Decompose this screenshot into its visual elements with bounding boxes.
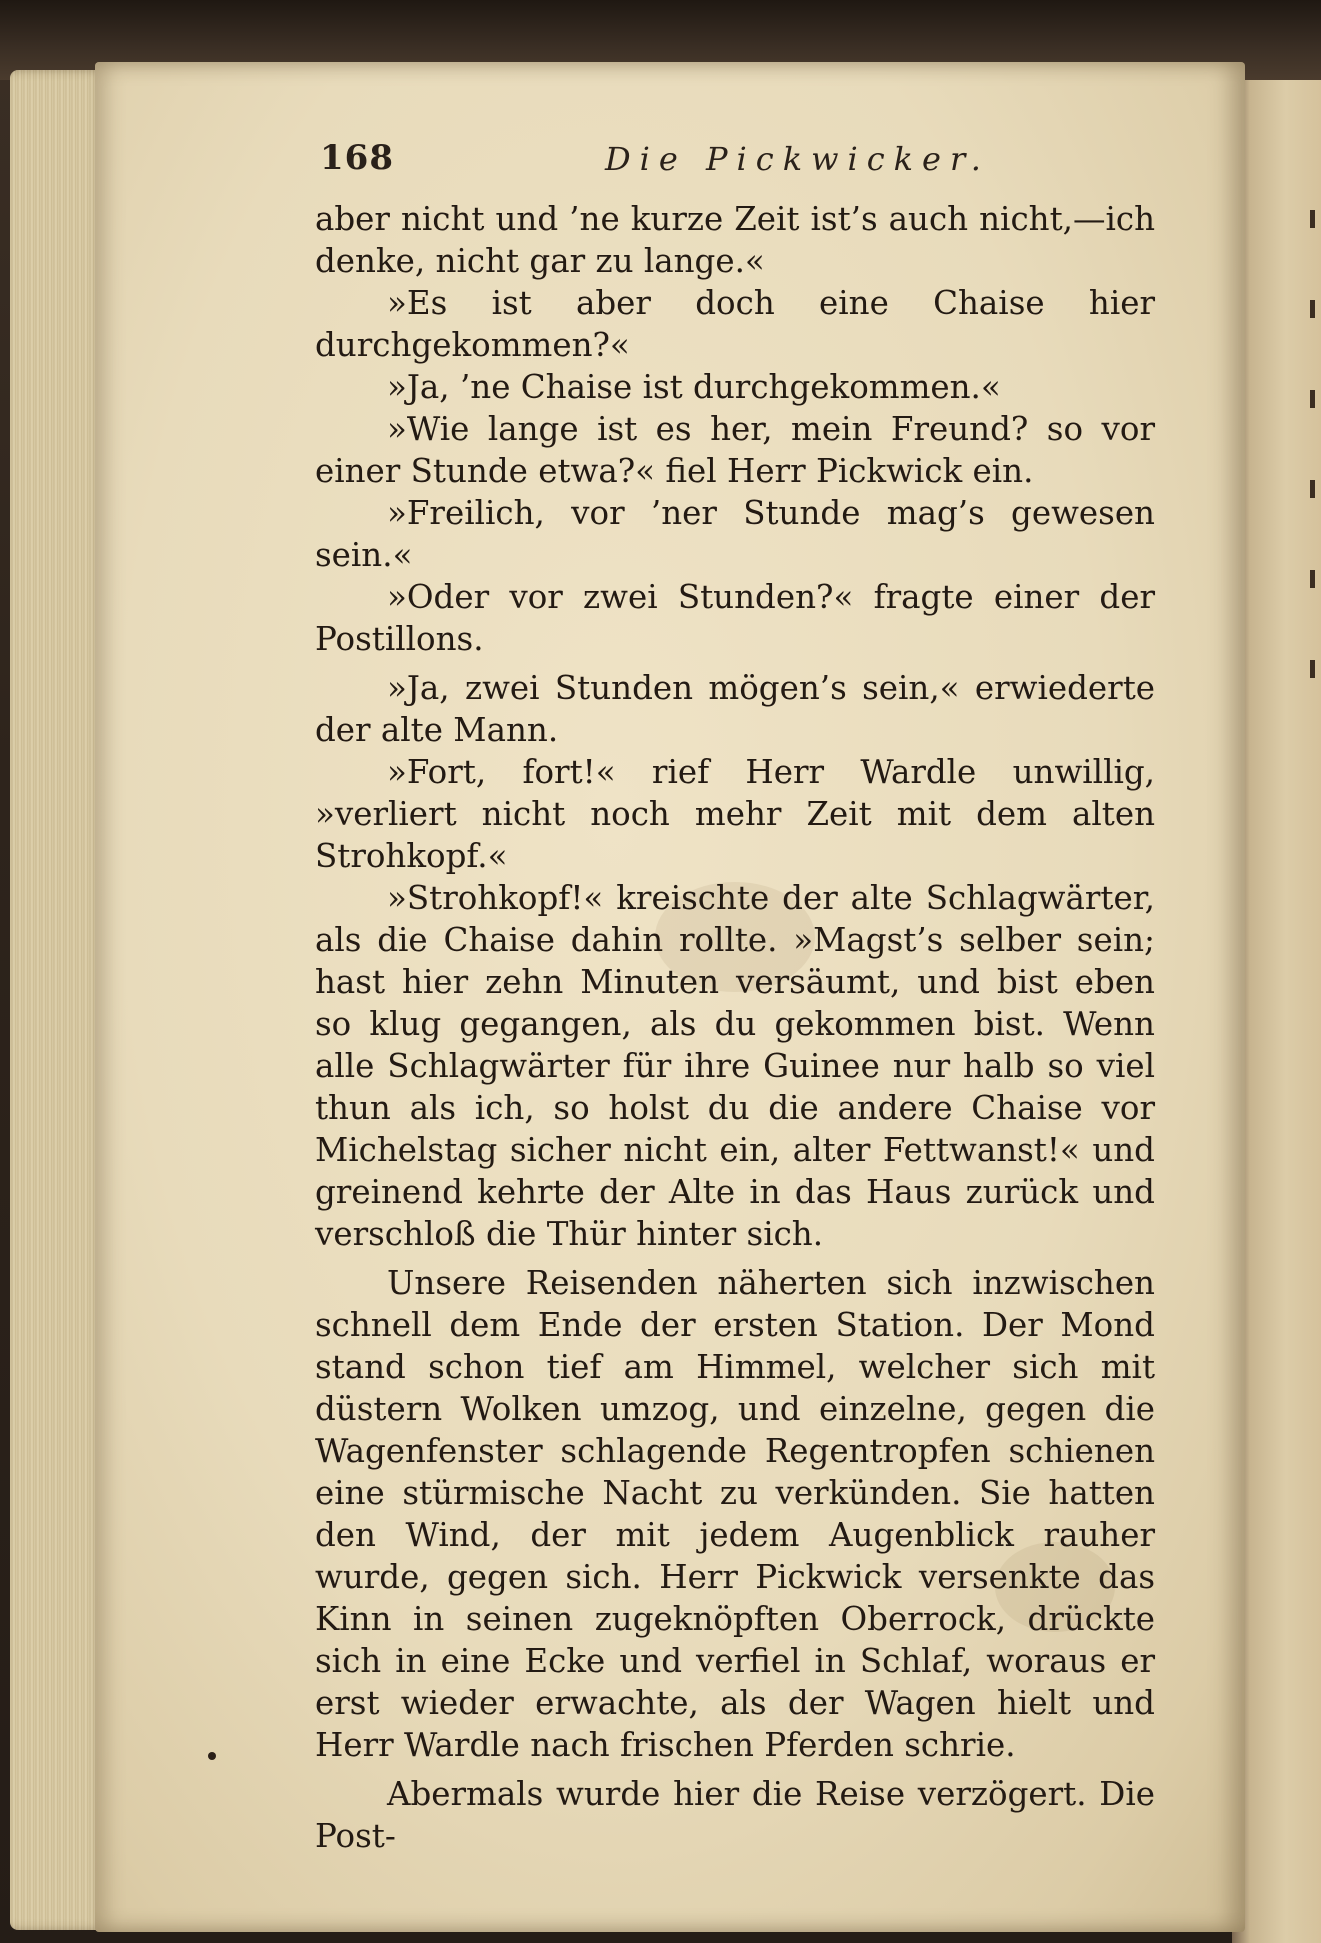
paragraph: »Ja, ’ne Chaise ist durchgekommen.«: [387, 368, 1001, 406]
paragraph: »Strohkopf!« kreischte der alte Schlagwärter, als die Chaise dahin rollte. »Magst’s selber sein; hast hier zehn Minuten versäumt, und bist eben so klug gegangen, als du gekommen bist. Wenn alle Schlagwärter für ihre Guinee nur halb so viel thun als ich, so holst du die andere Chaise vor Michelstag sicher nicht ein, alter Fettwanst!« und greinend kehrte der Alte in das Haus zurück und verschloß die Thür hinter sich.: [315, 879, 1155, 1253]
page-edge-stack: [10, 70, 105, 1930]
paragraph: »Wie lange ist es her, mein Freund? so vor einer Stunde etwa?« fiel Herr Pickwick ein.: [315, 410, 1155, 490]
body-text: [315, 198, 1155, 1857]
paragraph: »Ja, zwei Stunden mögen’s sein,« erwiederte der alte Mann.: [315, 669, 1155, 749]
ink-dot: [208, 1752, 216, 1760]
facing-page-edge: [1232, 80, 1321, 1943]
paragraph: Unsere Reisenden näherten sich inzwischen schnell dem Ende der ersten Station. Der Mond stand schon tief am Himmel, welcher sich mit düstern Wolken umzog, und einzelne, gegen die Wagenfenster schlagende Regentropfen schienen eine stürmische Nacht zu verkünden. Sie hatten den Wind, der mit jedem Augenblick rauher wurde, gegen sich. Herr Pickwick versenkte das Kinn in seinen zugeknöpften Oberrock, drückte sich in eine Ecke und verfiel in Schlaf, woraus er erst wieder erwachte, als der Wagen hielt und Herr Wardle nach frischen Pferden schrie.: [315, 1264, 1155, 1764]
paragraph: »Fort, fort!« rief Herr Wardle unwillig, »verliert nicht noch mehr Zeit mit dem alten Strohkopf.«: [315, 753, 1155, 875]
paragraph: »Es ist aber doch eine Chaise hier durchgekommen?«: [315, 284, 1155, 364]
page-number: 168: [320, 138, 394, 178]
paragraph: Abermals wurde hier die Reise verzögert. Die Post-: [315, 1775, 1155, 1855]
paragraph: aber nicht und ’ne kurze Zeit ist’s auch nicht,—ich denke, nicht gar zu lange.«: [315, 200, 1155, 280]
paragraph: »Oder vor zwei Stunden?« fragte einer der Postillons.: [315, 578, 1155, 658]
facing-page-marks: [1310, 210, 1318, 1710]
paragraph: »Freilich, vor ’ner Stunde mag’s gewesen sein.«: [315, 494, 1155, 574]
page-header: [320, 138, 1120, 188]
running-title: Die Pickwicker.: [605, 140, 990, 178]
